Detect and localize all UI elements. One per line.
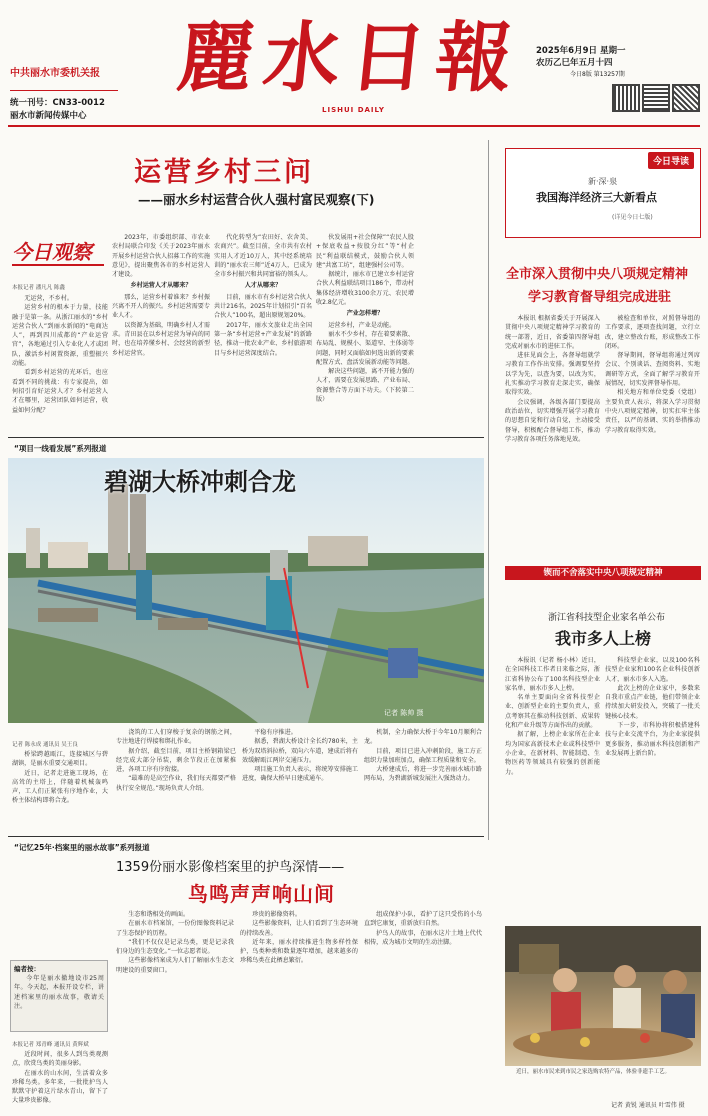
market-photo	[505, 926, 701, 1066]
main-column-divider	[488, 140, 489, 840]
lead-subtitle: ——丽水乡村运营合伙人强村富民观察(下)	[138, 192, 375, 207]
market-photo-caption: 近日，丽水市民来到市民之家选购农特产品，体验非遗手工艺。	[516, 1069, 671, 1075]
badge-underline	[12, 264, 104, 266]
issn-label: 统一刊号：CN33-0012	[10, 98, 105, 108]
lead-column-3: 代化转型为“农田好、农舍美、农商兴”。截至目前，全市共有农村实用人才近10万人，其中经系统培训的“丽水农三师”近4万人，已成为全市乡村振兴和共同富裕的领头人。 人才从哪来？ 目前，丽水市有乡村运营合伙人共计216名，2025年计划招引“百名合伙人”100名，超出原规划20%。 2017年，丽水文旅业走出全国第一条“乡村运营+产业发展”的新路径，推动一批农业产业、乡村旅游项目与乡村运营深度结合。	[214, 234, 312, 357]
right-story-column-2: 被检查和单位，对照督导组的工作要求，逐项查找问题，立行立改，建立整改台账，形成整改工作闭环。 督导期间，督导组将通过列席会议、个别谈话、查阅资料、实地调研等方式，全面了解学习教育开展情况，切实发挥督导作用。 相关地方和单位党委（党组）主要负责人表示，将深入学习贯彻中央八项规定精神，切实扛牢主体责任，以严的基调、实的举措推动学习教育取得实效。	[605, 315, 700, 434]
bridge-byline: 记者 陈永成 通讯员 吴王良	[12, 742, 78, 748]
right-story-title-2: 学习教育督导组完成进驻	[528, 290, 672, 305]
masthead-pinyin: LISHUI DAILY	[322, 106, 385, 114]
editor-note-head: 编者按：	[14, 965, 40, 973]
publisher-label: 丽水市新闻传媒中心	[10, 111, 87, 121]
qr-code-icon	[674, 86, 698, 110]
archive-title-line1: 1359份丽水影像档案里的护鸟深情——	[116, 860, 345, 875]
bridge-column-4: 机制，全力确保大桥于今年10月顺利合龙。 目前，项目已进入冲刺阶段，施工方正组织力量加班加点，确保工程质量和安全。 大桥建成后，将进一步完善丽水城市路网布局，为碧湖新城发展注入强劲动力。	[364, 729, 482, 783]
market-photo-credit: 记者 黄锐 通讯员 叶雪伟 摄	[611, 1102, 685, 1109]
archive-column-3: 珍贵的影像资料。 这些影像资料，让人们看到了生态环境的持续改善。 近年来，丽水持续推进生物多样性保护，鸟类种类和数量逐年增加，越来越多的珍稀鸟类在此栖息繁衍。	[240, 911, 358, 965]
archive-column-2: 生态和谐相处的画面。 在丽水市档案馆，一份份图像资料记录了生态保护的历程。 “我们不仅仅是记录鸟类，更是记录我们身边的生态变化。”一位志愿者说。 这些影像档案成为人们了解丽水生态文明建设的重要窗口。	[116, 911, 234, 974]
briefing-headline[interactable]: 我国海洋经济三大新看点	[536, 191, 657, 204]
masthead-logo: 麗水日報	[173, 13, 527, 102]
bridge-column-2: 浇筑的工人们穿梭于复杂的钢筋之间，专注地进行焊接和绑扎作业。 据介绍，截至目前，项目主桥钢箱梁已经完成大部分吊装，剩余节段正在加紧推进，各项工序有序衔接。 “最难的是高空作业，我们每天都要严格执行安全规范。”现场负责人介绍。	[116, 729, 236, 792]
tech-column-1: 本报讯（记者 杨小林）近日，在全国科技工作者日来临之际，浙江省科协公布了100名科技型企业家名单，丽水市多人上榜。 名单主要面向全省科技型企业、创新型企业的主要负责人，重点考察其在推动科技创新、成果转化和产业升级等方面作出的贡献。 据了解，上榜企业家所在企业均为国家高新技术企业或科技型中小企业，在新材料、智能制造、生物医药等领域具有较强的创新能力。	[505, 657, 600, 776]
party-paper-label: 中共丽水市委机关报	[10, 68, 100, 79]
archive-column-1: 近段时间，很多人到鸟类观测点，欣赏鸟类的美丽身影。 在丽水的山水间，生活着众多珍稀鸟类。多年来，一批批护鸟人默默守护着这片绿水青山，留下了大量珍贵影像。	[12, 1051, 108, 1105]
lead-title: 运营乡村三问	[134, 157, 314, 188]
right-story-title-1: 全市深入贯彻中央八项规定精神	[506, 267, 689, 282]
briefing-line1: 新·深·泉	[588, 177, 618, 186]
masthead-rule	[8, 125, 700, 127]
archive-series-label: “记忆25年·档案里的丽水故事”系列报道	[14, 843, 150, 852]
archive-column-4: 组成保护小队，看护了这只受伤的小鸟直到它康复，重新放归自然。 护鸟人的故事，在丽水这片土地上代代相传，成为城市文明的生动注脚。	[364, 911, 482, 946]
masthead-left-divider	[10, 90, 118, 91]
archive-section-rule	[8, 836, 484, 837]
editor-note-text: 今年是丽水撤地设市25周年。今天起，本报开设专栏，讲述档案里的丽水故事，敬请关注。	[14, 975, 104, 1010]
briefing-label: 今日导读	[648, 152, 694, 169]
tech-kicker: 浙江省科技型企业家名单公布	[548, 613, 666, 623]
bridge-title: 碧湖大桥冲刺合龙	[104, 468, 296, 496]
archive-byline: 本报记者 郑青峰 通讯员 黄辉斌	[12, 1042, 89, 1048]
lead-column-1: 无运营，不乡村。 运营乡村的根本于力量，技能融于是第一条。从浙江丽水的“乡村运营合伙人”到丽水新闻的“电商达人”，再到四川成都的“产业运营官”，各地通过引入专业化人才或团队，激活乡村闲置资源，重塑振兴动能。 看到乡村运营的光环后，也应看到不同的挑战：有专家提出，如何招引育好运营人才？乡村运营人才在哪里，运营团队如何运营，收益如何分配？	[12, 295, 108, 414]
today-observation-badge: 今日观察	[12, 240, 92, 264]
tech-column-2: 科技型企业家，以及100名科技型企业家和100名企业科技创新人才，丽水市多人入选。 此次上榜的企业家中，多数来自我市重点产业链，他们带领企业持续加大研发投入，突破了一批关键核心技术。 下一步，市科协将积极搭建科技与企业交流平台，为企业家提供更多服务，推动丽水科技创新和产业发展再上新台阶。	[605, 657, 700, 757]
lunar-date: 农历乙巳年五月十四	[536, 58, 613, 68]
date-line: 2025年6月9日 星期一	[536, 46, 626, 56]
bridge-column-3: 平稳有序推进。 据悉，碧湖大桥设计全长约780米，主桥为双塔斜拉桥，双向六车道，建成后将有效缓解瓯江两岸交通压力。 项目施工负责人表示，将统筹安排施工进度，确保大桥早日建成通车。	[242, 729, 358, 783]
bridge-photo	[8, 458, 484, 723]
qr-code-icon	[644, 86, 668, 110]
bridge-photo-credit: 记者 陈帅 摄	[384, 709, 424, 717]
right-story-column-1: 本报讯 根据省委关于开展深入贯彻中央八项规定精神学习教育的统一部署，近日，省委第四督导组完成对丽水市的进驻工作。 进驻见面会上，各督导组就学习教育工作作出安排。强调要坚持以学为先，以查为要，以改为实，扎实推动学习教育走深走实，确保取得实效。 会议强调，各级各部门要提高政治站位，切实增强开展学习教育的思想自觉和行动自觉，主动接受督导，积极配合督导组工作，推动学习教育各项任务落地见效。	[505, 315, 600, 443]
right-story-banner: 锲而不舍落实中央八项规定精神	[505, 566, 701, 580]
lead-column-2: 2023年，市委组织部、市农业农村局联合印发《关于2023年丽水开展乡村运营合伙人招募工作的实施意见》，提出聚焦各市的乡村运营人才建设。 乡村运营人才从哪来？ 那么，运营乡村着谁来？乡村振兴离不开人的振兴。乡村运营需要专业人才。 以资源为基础，明确乡村人才需求。青田县在以乡村运营为导向的同时，也在培养懂乡村、会经营的新型乡村运营官。	[112, 234, 210, 357]
issue-number: 今日8版 第13257期	[570, 71, 625, 78]
qr-code-icon	[614, 86, 638, 110]
bridge-column-1: 桥梁跨越瓯江，连接城区与碧湖镇，是丽水重要交通项目。 近日，记者走进施工现场，在高耸的主塔上，伴随着机械轰鸣声，工人们正紧张有序地作业，大桥主体结构即将合龙。	[12, 751, 108, 805]
bridge-series-label: “项目一线看发展”系列报道	[14, 444, 107, 453]
briefing-page-ref: (详见今日七版)	[612, 214, 653, 221]
archive-title-line2: 鸟鸣声声响山间	[188, 882, 335, 906]
lead-column-4: 伙发展用+社会保障”“农民人股+保底收益+按股分红”等“村企民”利益联结模式，鼓励合伙人领建“共富工坊”，组建强村公司等。 据统计，丽水市已建立乡村运营合伙人利益联结项目186个，带动村集体经济增收3100余万元、农民增收2.8亿元。 产业怎样增？ 运营乡村，产业是动能。 丽水不少乡村，存在着要素散、布局乱、规模小、渠道窄、主体弱等问题，同时又面临如何选出新的要素配置方式、盘活发展新动能等问题。 解决这些问题，离不开能力强的人才，需要在发展思路、产业布局、资源整合等方面下功夫。（下转第二版）	[316, 234, 414, 404]
bridge-section-rule	[8, 437, 484, 438]
tech-title: 我市多人上榜	[555, 629, 652, 648]
lead-byline: 本报记者 潘凡凡 陈鑫	[12, 285, 65, 291]
